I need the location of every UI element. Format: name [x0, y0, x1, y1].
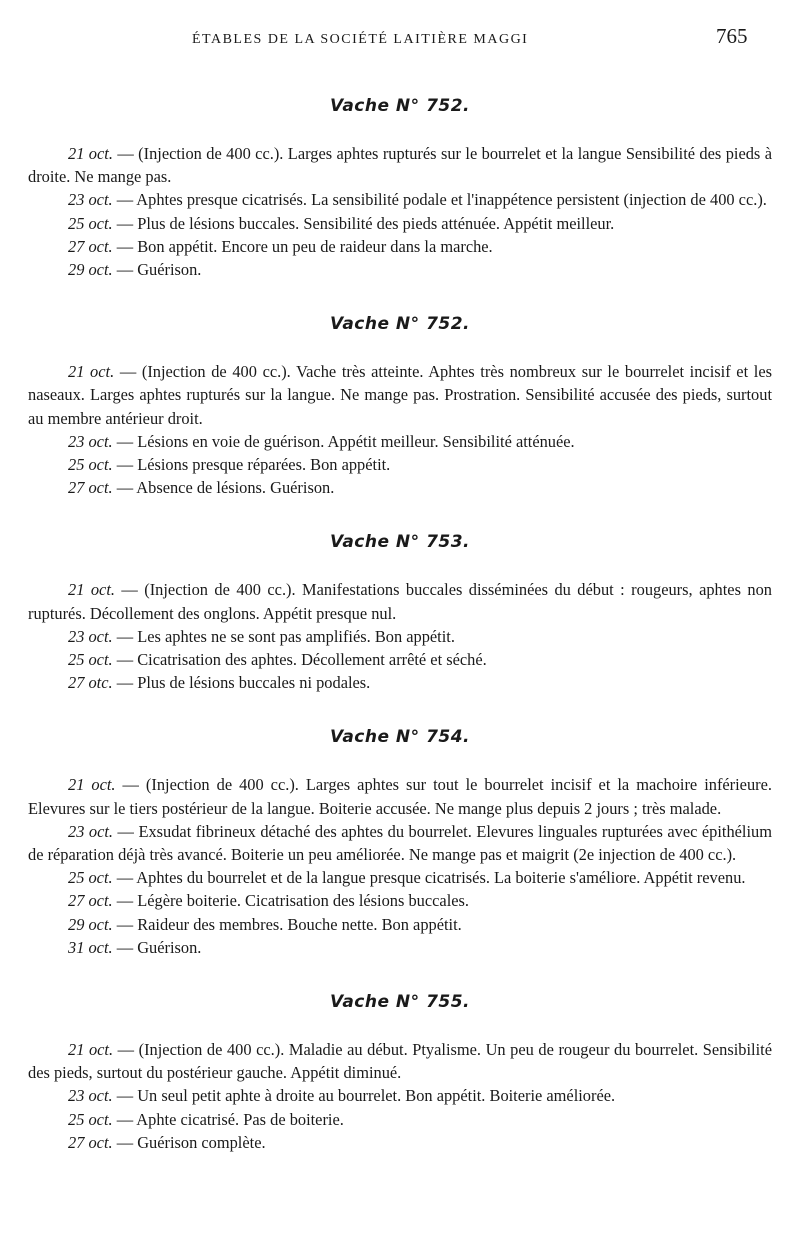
entry-date: 25 oct. — [68, 650, 113, 670]
entry-date: 27 oct. — [68, 478, 113, 498]
page-header — [0, 22, 800, 62]
entry-date: 23 oct. — [68, 1086, 113, 1106]
entry-date: 21 oct. — [68, 775, 116, 795]
entry-text: — Aphtes presque cicatrisés. La sensibilité podale et l'inappétence persistent (injection de 400 cc.). — [112, 190, 767, 210]
entry-date: 25 oct. — [68, 455, 113, 475]
cow-title: Vache N° 755. — [329, 992, 471, 1013]
entry-text: — (Injection de 400 cc.). Vache très atteinte. Aphtes très nombreux sur le bourrelet incisif et les naseaux. Larges aphtes rupturés sur la langue. Ne mange pas. Prostration. Sensibilité accusée des pieds, surtout au membre antérieur droit. — [28, 362, 772, 428]
page-number: 765 — [716, 24, 748, 48]
cow-record — [28, 532, 772, 694]
cow-title: Vache N° 752. — [329, 96, 471, 116]
entry-text: — Absence de lésions. Guérison. — [112, 478, 335, 498]
record-entry — [28, 453, 772, 476]
entry-text: — Plus de lésions buccales ni podales. — [112, 673, 371, 693]
running-title: ÉTABLES DE LA SOCIÉTÉ LAITIÈRE MAGGI — [192, 32, 529, 47]
entry-date: 21 oct. — [68, 580, 115, 600]
entry-text: — Plus de lésions buccales. Sensibilité des pieds atténuée. Appétit meilleur. — [112, 213, 615, 233]
entry-text: — (Injection de 400 cc.). Larges aphtes sur tout le bourrelet incisif et la machoire inférieure. Elevures sur le tiers postérieur de la langue. Boiterie accusée. Ne mange plus depuis 2 jours ; très malade. — [28, 775, 772, 818]
entry-date: 27 oct. — [68, 891, 113, 911]
record-entry — [28, 360, 772, 430]
record-entry — [28, 188, 772, 211]
entry-date: 29 oct. — [68, 260, 113, 280]
entry-text: — Aphtes du bourrelet et de la langue presque cicatrisés. La boiterie s'améliore. Appétit revenu. — [112, 868, 746, 888]
entry-text: — Guérison complète. — [112, 1132, 266, 1152]
record-entry — [28, 476, 772, 499]
record-entry — [28, 773, 772, 819]
cow-record — [28, 992, 772, 1154]
entry-date: 23 oct. — [68, 190, 113, 210]
entry-text: — Un seul petit aphte à droite au bourrelet. Bon appétit. Boiterie améliorée. — [112, 1086, 616, 1106]
entry-text: — Raideur des membres. Bouche nette. Bon appétit. — [112, 914, 462, 934]
record-entry — [28, 578, 772, 624]
entry-date: 23 oct. — [68, 626, 113, 646]
entry-date: 27 oct. — [68, 1132, 113, 1152]
entry-text: — Cicatrisation des aphtes. Décollement arrêté et séché. — [112, 650, 487, 670]
entry-text: — (Injection de 400 cc.). Larges aphtes rupturés sur le bourrelet et la langue Sensibilité des pieds à droite. Ne mange pas. — [28, 144, 772, 187]
record-entry — [28, 648, 772, 671]
record-entry — [28, 820, 772, 866]
record-entry — [28, 1084, 772, 1107]
record-entry — [28, 889, 772, 912]
entry-text: — Guérison. — [112, 937, 202, 957]
record-entry — [28, 212, 772, 235]
cow-title: Vache N° 752. — [329, 314, 471, 335]
record-entry — [28, 142, 772, 188]
entry-date: 31 oct. — [68, 937, 113, 957]
record-entry — [28, 235, 772, 258]
entry-date: 25 oct. — [68, 213, 113, 233]
cow-record — [28, 727, 772, 959]
record-entry — [28, 430, 772, 453]
record-entry — [28, 258, 772, 281]
entry-date: 23 oct. — [68, 821, 114, 841]
cow-title: Vache N° 754. — [329, 727, 471, 748]
cow-record — [28, 314, 772, 499]
record-entry — [28, 913, 772, 936]
entry-date: 21 oct. — [68, 144, 113, 163]
entry-text: — Bon appétit. Encore un peu de raideur dans la marche. — [112, 236, 493, 256]
entry-text: — (Injection de 400 cc.). Maladie au début. Ptyalisme. Un peu de rougeur du bourrelet. Sensibilité des pieds, surtout du postérieur gauche. Appétit diminué. — [28, 1040, 772, 1083]
entry-text: — Exsudat fibrineux détaché des aphtes du bourrelet. Elevures linguales rupturées avec épithélium de réparation déjà très avancé. Boiterie un peu améliorée. Ne mange pas et maigrit (2e injection de 400 cc.). — [28, 821, 772, 865]
page-body — [28, 62, 772, 1154]
record-entry — [28, 1131, 772, 1154]
entry-date: 27 oct. — [68, 236, 113, 256]
entry-text: — Aphte cicatrisé. Pas de boiterie. — [112, 1109, 344, 1129]
record-entry — [28, 866, 772, 889]
record-entry — [28, 1108, 772, 1131]
record-entry — [28, 936, 772, 959]
entry-date: 29 oct. — [68, 914, 113, 934]
record-entry — [28, 671, 772, 694]
entry-date: 21 oct. — [68, 362, 115, 382]
entry-date: 25 oct. — [68, 1109, 113, 1129]
record-entry — [28, 1038, 772, 1084]
cow-title: Vache N° 753. — [329, 532, 471, 553]
entry-text: — Les aphtes ne se sont pas amplifiés. Bon appétit. — [112, 626, 455, 646]
entry-date: 27 otc. — [68, 673, 113, 693]
entry-text: — Légère boiterie. Cicatrisation des lésions buccales. — [112, 891, 470, 911]
entry-text: — Lésions presque réparées. Bon appétit. — [112, 455, 391, 475]
record-entry — [28, 625, 772, 648]
entry-date: 21 oct. — [68, 1040, 114, 1060]
entry-text: — Lésions en voie de guérison. Appétit meilleur. Sensibilité atténuée. — [112, 431, 575, 451]
entry-text: — (Injection de 400 cc.). Manifestations buccales disséminées du début : rougeurs, aphtes non rupturés. Décollement des onglons. Appétit presque nul. — [28, 580, 772, 623]
entry-date: 23 oct. — [68, 431, 113, 451]
cow-record — [28, 96, 772, 281]
entry-date: 25 oct. — [68, 868, 113, 888]
entry-text: — Guérison. — [112, 260, 202, 280]
